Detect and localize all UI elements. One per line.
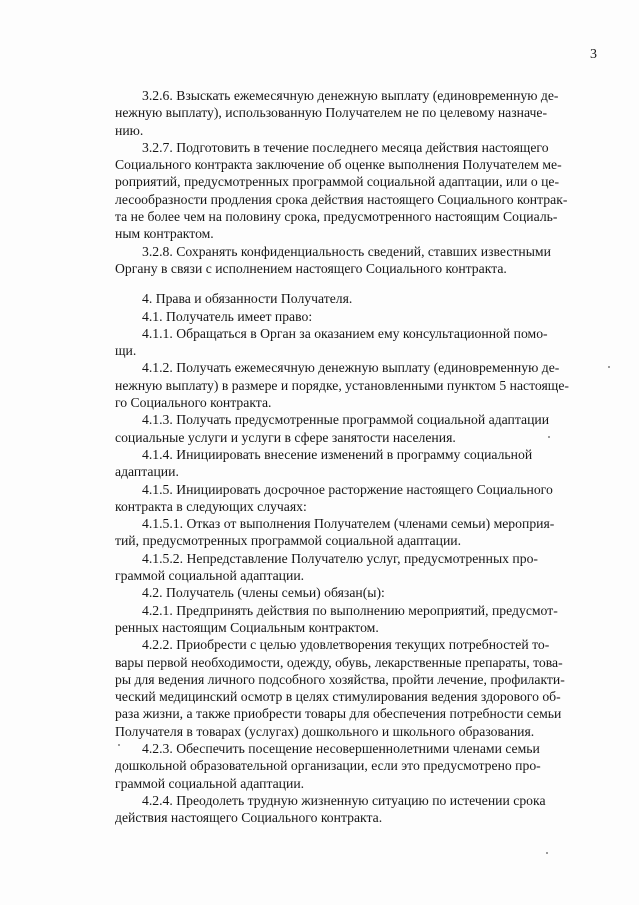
paragraph-4-2-2: 4.2.2. Приобрести с целью удовлетворения текущих потребностей то- вары первой необходимости, одежду, обувь, лекарственные препараты, това- ры для ведения личного подсобного хозяйства, пройти лечение, профилакти- ческий медицинский осмотр в целях стимулирования ведения здорового об- раза жизни, а также приобрести товары для обеспечения потребности семьи Получателя в товарах (услугах) дошкольного и школьного образования. (115, 637, 565, 739)
paragraph-4-1-4: 4.1.4. Инициировать внесение изменений в программу социальной адаптации. (115, 446, 533, 480)
document-body (115, 87, 597, 826)
paragraph-3-2-6: 3.2.6. Взыскать ежемесячную денежную выплату (единовременную де- нежную выплату), использованную Получателем не по целевому назначе- нию. (115, 88, 559, 138)
paragraph-4-1-5-2: 4.1.5.2. Непредставление Получателю услуг, предусмотренных про- граммой социальной адаптации. (115, 550, 538, 584)
paragraph-4-2: 4.2. Получатель (члены семьи) обязан(ы): (142, 585, 385, 601)
scan-speck (546, 852, 548, 854)
paragraph-4-1-1: 4.1.1. Обращаться в Орган за оказанием ему консультационной помо- щи. (115, 325, 548, 359)
paragraph-3-2-8: 3.2.8. Сохранять конфиденциальность сведений, ставших известными Органу в связи с исполнением настоящего Социального контракта. (115, 243, 551, 276)
paragraph-3-2-7: 3.2.7. Подготовить в течение последнего месяца действия настоящего Социального контракта заключение об оценке выполнения Получателем ме- роприятий, предусмотренных программой социальной адаптации, или о це- лесообразности продления срока действия настоящего Социального контрак- та не более чем на половину срока, предусмотренного настоящим Социаль- ным контрактом. (115, 139, 568, 242)
scan-speck (548, 436, 550, 438)
section-heading-4: 4. Права и обязанности Получателя. (142, 291, 353, 307)
paragraph-4-1-5: 4.1.5. Инициировать досрочное расторжение настоящего Социального контракта в следующих случаях: (115, 481, 553, 514)
paragraph-4-1-5-1: 4.1.5.1. Отказ от выполнения Получателем (членами семьи) мероприя- тий, предусмотренных программой социальной адаптации. (115, 516, 555, 549)
scan-speck (608, 366, 610, 368)
page-number: 3 (590, 47, 597, 62)
paragraph-4-2-3: 4.2.3. Обеспечить посещение несовершеннолетними членами семьи дошкольной образовательной организации, если это предусмотрено про- граммой социальной адаптации. (115, 740, 541, 791)
paragraph-4-2-1: 4.2.1. Предпринять действия по выполнению мероприятий, предусмот- ренных настоящим Социальным контрактом. (115, 602, 558, 635)
paragraph-4-1: 4.1. Получатель имеет право: (142, 308, 313, 324)
scan-speck (118, 744, 120, 746)
paragraph-4-2-4: 4.2.4. Преодолеть трудную жизненную ситуацию по истечении срока действия настоящего Социального контракта. (115, 792, 546, 826)
paragraph-4-1-2: 4.1.2. Получать ежемесячную денежную выплату (единовременную де- нежную выплату) в размере и порядке, установленными пунктом 5 настояще- го Социального контракта. (115, 360, 569, 411)
paragraph-4-1-3: 4.1.3. Получать предусмотренные программой социальной адаптации социальные услуги и услуги в сфере занятости населения. (115, 412, 550, 445)
